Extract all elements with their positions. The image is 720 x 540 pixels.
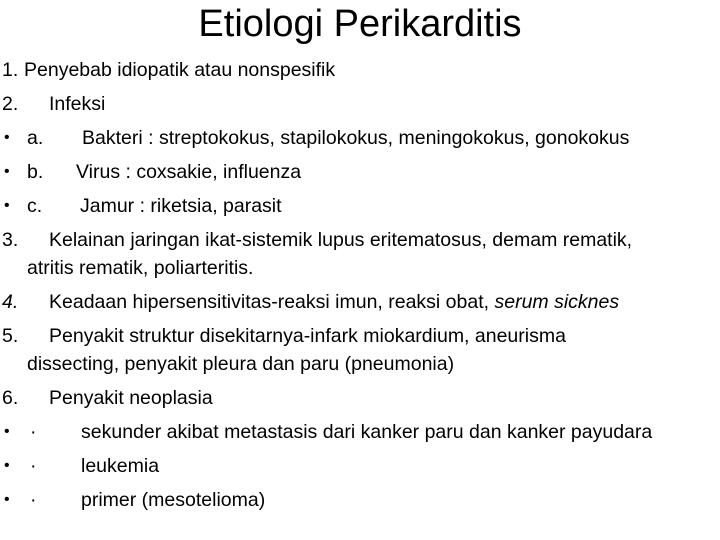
list-item-1 bbox=[0, 55, 720, 89]
list-item-text: Kelainan jaringan ikat-sistemik lupus eritematosus, demam rematik, bbox=[49, 229, 633, 251]
list-item-text: Penyakit neoplasia bbox=[49, 387, 213, 409]
list-item-text: primer (mesotelioma) bbox=[81, 489, 266, 511]
slide-content bbox=[0, 55, 720, 519]
sub-marker: b. bbox=[27, 161, 44, 183]
list-item-2b bbox=[0, 157, 720, 191]
sub-marker: · bbox=[30, 489, 37, 511]
sub-marker: c. bbox=[27, 195, 43, 217]
list-item-3 bbox=[0, 225, 720, 287]
list-marker: 1. bbox=[2, 59, 19, 81]
list-marker: 2. bbox=[2, 93, 19, 115]
list-item-text-continued: atritis rematik, poliarteritis. bbox=[27, 257, 254, 279]
slide-title: Etiologi Perikarditis bbox=[198, 3, 522, 45]
bullet-marker: • bbox=[4, 197, 10, 214]
list-item-2c bbox=[0, 191, 720, 225]
list-item-6c bbox=[0, 485, 720, 519]
list-marker: 3. bbox=[2, 229, 19, 251]
list-item-text: sekunder akibat metastasis dari kanker paru dan kanker payudara bbox=[81, 421, 653, 443]
list-item-2a bbox=[0, 123, 720, 157]
list-item-text: Virus : coxsakie, influenza bbox=[76, 161, 302, 183]
list-item-2 bbox=[0, 89, 720, 123]
bullet-marker: • bbox=[4, 129, 10, 146]
list-item-text: Penyakit struktur disekitarnya-infark miokardium, aneurisma bbox=[49, 325, 566, 347]
bullet-marker: • bbox=[4, 491, 10, 508]
bullet-marker: • bbox=[4, 163, 10, 180]
list-item-text: Infeksi bbox=[49, 93, 106, 115]
list-marker: 4. bbox=[2, 291, 19, 313]
list-item-italic-text: serum sicknes bbox=[494, 291, 620, 313]
list-item-text: Keadaan hipersensitivitas-reaksi imun, reaksi obat, bbox=[49, 291, 495, 313]
list-item-text: Bakteri : streptokokus, stapilokokus, meningokokus, gonokokus bbox=[82, 127, 630, 149]
bullet-marker: • bbox=[4, 457, 10, 474]
list-marker: 5. bbox=[2, 325, 19, 347]
sub-marker: · bbox=[30, 421, 37, 443]
list-marker: 6. bbox=[2, 387, 19, 409]
list-item-6a bbox=[0, 417, 720, 451]
list-item-4 bbox=[0, 287, 720, 321]
sub-marker: a. bbox=[27, 127, 44, 149]
list-item-text: Penyebab idiopatik atau nonspesifik bbox=[24, 59, 336, 81]
list-item-text-wrapper bbox=[49, 287, 619, 317]
list-item-text: Jamur : riketsia, parasit bbox=[80, 195, 282, 217]
list-item-5 bbox=[0, 321, 720, 383]
bullet-marker: • bbox=[4, 423, 10, 440]
list-item-6 bbox=[0, 383, 720, 417]
list-item-text: leukemia bbox=[81, 455, 160, 477]
sub-marker: · bbox=[30, 455, 37, 477]
list-item-6b bbox=[0, 451, 720, 485]
list-item-text-continued: dissecting, penyakit pleura dan paru (pneumonia) bbox=[27, 353, 455, 375]
